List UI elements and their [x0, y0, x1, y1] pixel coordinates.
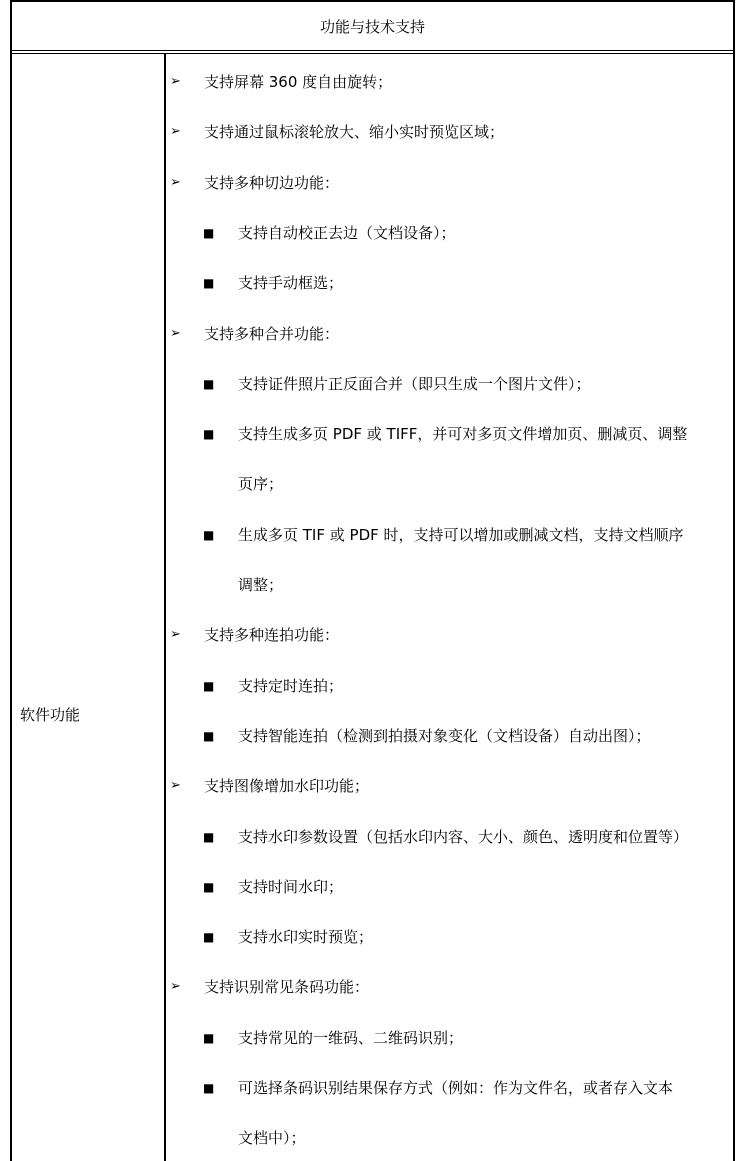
list-item: 支持水印实时预览； [238, 928, 374, 947]
list-item: 支持智能连拍（检测到拍摄对象变化（文档设备）自动出图）； [238, 726, 651, 745]
list-item: 支持图像增加水印功能； [204, 777, 370, 796]
row-label: 软件功能 [20, 706, 81, 724]
list-item: 支持多种连拍功能： [204, 626, 340, 645]
square-bullet-icon: ■ [203, 879, 215, 894]
list-item: 支持手动框选； [238, 274, 344, 293]
square-bullet-icon: ■ [203, 225, 215, 240]
list-item-continuation: 页序； [238, 475, 284, 494]
list-item: 支持识别常见条码功能： [204, 978, 370, 997]
square-bullet-icon: ■ [203, 276, 215, 291]
square-bullet-icon: ■ [203, 678, 215, 693]
arrow-bullet-icon: ➢ [170, 124, 181, 140]
square-bullet-icon: ■ [203, 376, 215, 391]
list-item: 支持常见的一维码、二维码识别； [238, 1028, 464, 1047]
list-item: 支持水印参数设置（包括水印内容、大小、颜色、透明度和位置等） [238, 827, 689, 846]
arrow-bullet-icon: ➢ [170, 174, 181, 190]
table-right-border [733, 0, 735, 1161]
list-item: 支持多种合并功能： [204, 324, 340, 343]
list-item: 支持证件照片正反面合并（即只生成一个图片文件）； [238, 374, 591, 393]
list-item: 支持屏幕 360 度自由旋转； [204, 73, 393, 91]
list-item-continuation: 文档中）； [238, 1129, 306, 1148]
list-item-continuation: 调整； [238, 576, 284, 594]
arrow-bullet-icon: ➢ [170, 74, 181, 89]
square-bullet-icon: ■ [203, 527, 215, 542]
column-divider [164, 53, 166, 1161]
list-item: 支持通过鼠标滚轮放大、缩小实时预览区域； [204, 123, 505, 142]
arrow-bullet-icon: ➢ [170, 778, 181, 794]
square-bullet-icon: ■ [203, 1030, 215, 1045]
square-bullet-icon: ■ [203, 1081, 215, 1095]
square-bullet-icon: ■ [203, 930, 215, 945]
list-item: 支持自动校正去边（文档设备）； [238, 223, 456, 242]
list-item: 支持定时连拍； [238, 676, 344, 695]
list-item: 支持多种切边功能： [204, 173, 340, 192]
header-divider [10, 50, 735, 51]
arrow-bullet-icon: ➢ [170, 325, 181, 341]
table-header-title: 功能与技术支持 [319, 17, 425, 36]
list-item: 可选择条码识别结果保存方式（例如：作为文件名，或者存入文本 [238, 1079, 674, 1097]
arrow-bullet-icon: ➢ [170, 627, 181, 643]
arrow-bullet-icon: ➢ [170, 979, 181, 995]
square-bullet-icon: ■ [203, 427, 215, 442]
square-bullet-icon: ■ [203, 728, 215, 743]
list-item: 支持生成多页 PDF 或 TIFF，并可对多页文件增加页、删减页、调整 [238, 425, 688, 444]
header-divider-inner [10, 53, 735, 54]
list-item: 生成多页 TIF 或 PDF 时，支持可以增加或删减文档，支持文档顺序 [238, 525, 684, 544]
list-item: 支持时间水印； [238, 877, 344, 896]
table-left-border [10, 0, 12, 1161]
square-bullet-icon: ■ [203, 829, 215, 844]
